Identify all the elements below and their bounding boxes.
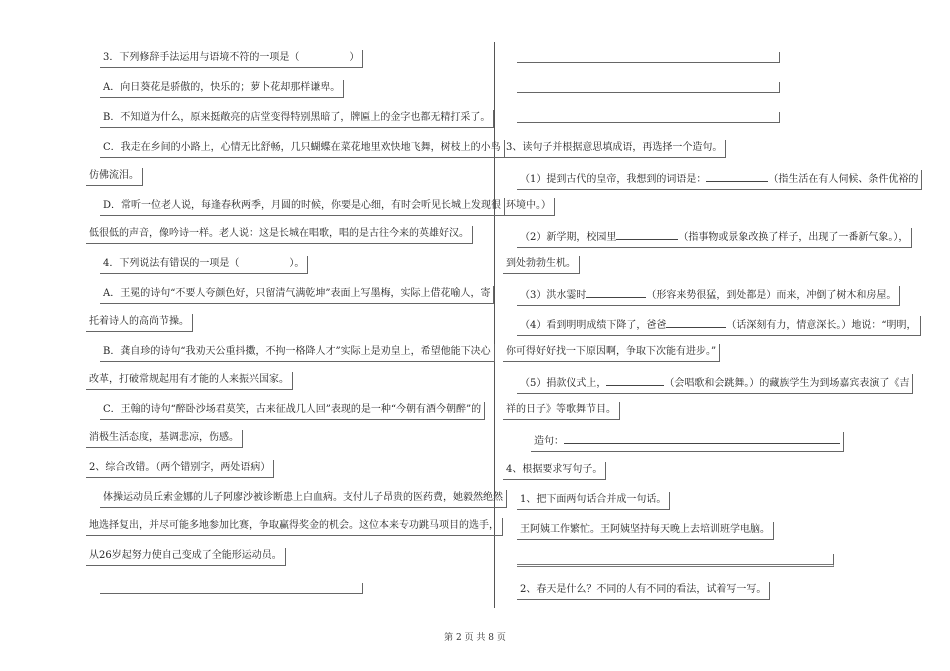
section-3-title: 3、读句子并根据意思填成语，再选择一个造句。 bbox=[503, 140, 726, 158]
item-5-prompt: （5）捐款仪式上， bbox=[520, 378, 607, 389]
question-4-option-c-line2: 消极生活态度，基调悲凉，伤感。 bbox=[86, 430, 243, 448]
item-5-hint: （会唱歌和会跳舞。）的藏族学生为到场嘉宾表演了《吉 bbox=[664, 378, 910, 389]
make-sentence-row bbox=[531, 432, 844, 452]
question-3-option-c-line2: 仿佛流泪。 bbox=[86, 168, 143, 186]
section-3-item-1-line1 bbox=[517, 170, 922, 190]
fill-blank[interactable] bbox=[616, 229, 678, 240]
question-4-option-b-line1: B．龚自珍的诗句“我劝天公重抖擞，不拘一格降人才”实际上是劝皇上，希望他能下决心 bbox=[100, 344, 495, 362]
question-3-option-a: A．向日葵花是骄傲的，快乐的；萝卜花却那样谦卑。 bbox=[100, 80, 344, 98]
fill-blank[interactable] bbox=[606, 375, 664, 386]
section-3-item-5-line1 bbox=[517, 374, 913, 394]
section-4-title: 4、根据要求写句子。 bbox=[503, 462, 606, 480]
item-2-hint: （指事物或景象改换了样子，出现了一番新气象。）， bbox=[678, 232, 909, 243]
answer-line[interactable] bbox=[100, 583, 363, 594]
question-3-option-d-line2: 低很低的声音，像吟诗一样。老人说：这是长城在唱歌，唱的是古往今来的英雄好汉。 bbox=[86, 226, 473, 244]
section-2-title: 2、综合改错。（两个错别字，两处语病） bbox=[86, 460, 274, 478]
answer-line[interactable] bbox=[517, 554, 834, 567]
question-3-title: 3．下列修辞手法运用与语境不符的一项是（ ） bbox=[100, 50, 363, 68]
question-4-option-a-line1: A．王冕的诗句“不要人夸颜色好，只留清气满乾坤”表面上写墨梅，实际上借花喻人，寄 bbox=[100, 286, 494, 304]
question-3-option-d-line1: D．常听一位老人说，每逢春秋两季，月圆的时候，你要是心细，有时会听见长城上发现很 bbox=[100, 198, 505, 216]
answer-line[interactable] bbox=[517, 82, 780, 93]
section-2-paragraph-line2: 地选择复出，并尽可能多地参加比赛，争取赢得奖金的机会。这位本来专功跳马项目的选手， bbox=[86, 518, 503, 536]
question-3-option-b: B．不知道为什么，原来挺敞亮的店堂变得特别黑暗了，牌匾上的金字也都无精打采了。 bbox=[100, 110, 494, 128]
item-3-hint: （形容来势很猛，到处都是）而来，冲倒了树木和房屋。 bbox=[646, 290, 897, 301]
section-3-item-4-line1 bbox=[517, 316, 921, 336]
make-sentence-blank[interactable] bbox=[564, 433, 840, 444]
question-4-option-c-line1: C．王翰的诗句“醉卧沙场君莫笑，古来征战几人回”表现的是一种“今朝有酒今朝醉”的 bbox=[100, 402, 485, 420]
answer-line[interactable] bbox=[517, 112, 780, 123]
section-3-item-2-line1 bbox=[517, 228, 912, 248]
answer-line[interactable] bbox=[517, 52, 780, 63]
section-3-item-5-line2: 祥的日子》等歌舞节目。 bbox=[503, 402, 620, 420]
question-4-title: 4．下列说法有错误的一项是（ ）。 bbox=[100, 256, 308, 274]
section-2-paragraph-line1: 体操运动员丘索金娜的儿子阿廖沙被诊断患上白血病。支付儿子昂贵的医药费，她毅然绝然 bbox=[100, 490, 507, 508]
item-4-prompt: （4）看到明明成绩下降了，爸爸 bbox=[520, 320, 667, 331]
section-4-item-1-text: 王阿姨工作繁忙。王阿姨坚持每天晚上去培训班学电脑。 bbox=[517, 522, 774, 540]
question-4-option-b-line2: 改革，打破常规起用有才能的人来振兴国家。 bbox=[86, 372, 293, 390]
question-3-option-c-line1: C．我走在乡间的小路上，心情无比舒畅，几只蝴蝶在菜花地里欢快地飞舞，树枝上的小鸟 bbox=[100, 140, 505, 158]
fill-blank[interactable] bbox=[666, 317, 726, 328]
section-3-item-4-line2: 你可得好好找一下原因啊，争取下次能有进步。” bbox=[503, 344, 720, 362]
item-1-hint: （指生活在有人伺候、条件优裕的 bbox=[768, 174, 919, 185]
section-4-item-2: 2、春天是什么？不同的人有不同的看法，试着写一写。 bbox=[517, 582, 770, 600]
section-3-item-3 bbox=[517, 286, 900, 306]
section-2-paragraph-line3: 从26岁起努力使自己变成了全能形运动员。 bbox=[86, 548, 286, 566]
page-footer: 第 2 页 共 8 页 bbox=[444, 633, 506, 643]
fill-blank[interactable] bbox=[706, 171, 768, 182]
item-1-prompt: （1）提到古代的皇帝，我想到的词语是： bbox=[520, 174, 707, 185]
section-4-item-1: 1、把下面两句话合并成一句话。 bbox=[517, 492, 670, 510]
make-sentence-label: 造句： bbox=[534, 436, 564, 447]
item-4-hint: （话深刻有力，情意深长。）地说：“明明， bbox=[726, 320, 917, 331]
fill-blank[interactable] bbox=[586, 287, 646, 298]
section-3-item-1-line2: 环境中。） bbox=[503, 198, 555, 216]
item-2-prompt: （2）新学期，校园里 bbox=[520, 232, 617, 243]
item-3-prompt: （3）洪水霎时 bbox=[520, 290, 587, 301]
question-4-option-a-line2: 托着诗人的高尚节操。 bbox=[86, 314, 193, 332]
section-3-item-2-line2: 到处勃勃生机。 bbox=[503, 256, 580, 274]
